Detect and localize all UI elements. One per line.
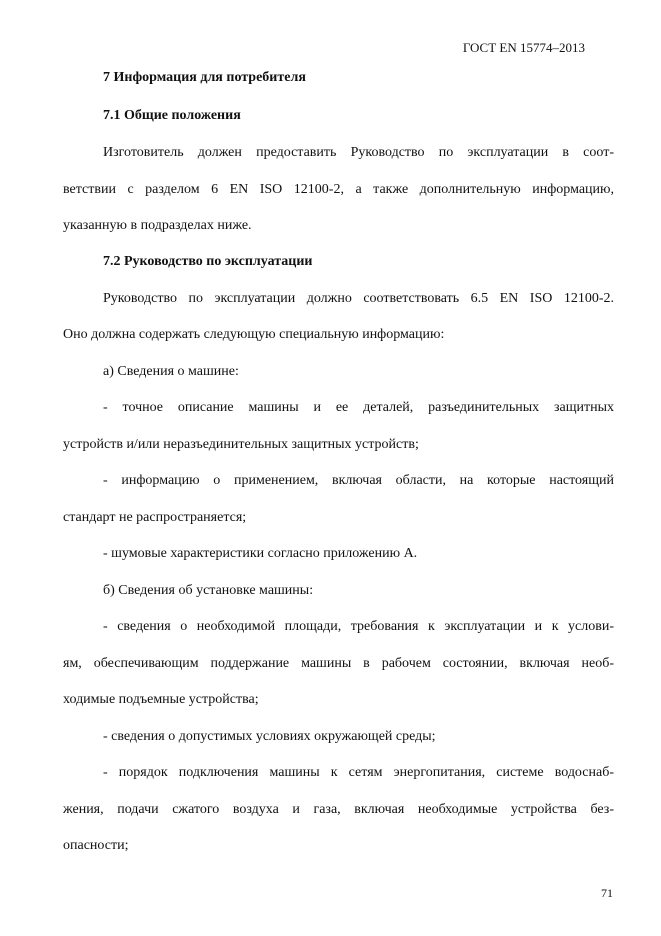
para-7-2-intro-line-1: Руководство по эксплуатации должно соответствовать 6.5 EN ISO 12100-2. [103,291,614,306]
item-a-label: а) Сведения о машине: [103,364,239,379]
page-number: 71 [601,886,613,900]
section-7-heading: 7 Информация для потребителя [103,70,306,85]
standard-header: ГОСТ EN 15774–2013 [462,40,585,55]
para-7-1-line-3: указанную в подразделах ниже. [63,218,252,233]
item-a-bullet-1-line-1: - точное описание машины и ее деталей, разъединительных защитных [103,400,614,415]
section-7-2-heading: 7.2 Руководство по эксплуатации [103,254,313,269]
para-7-2-intro-line-2: Оно должна содержать следующую специальную информацию: [63,327,445,342]
section-7-1-heading: 7.1 Общие положения [103,108,241,123]
item-b-bullet-3-line-3: опасности; [63,838,129,853]
item-a-bullet-2-line-1: - информацию о применением, включая области, на которые настоящий [103,473,614,488]
item-b-bullet-1-line-1: - сведения о необходимой площади, требования к эксплуатации и к услови- [103,619,614,634]
item-b-bullet-3-line-2: жения, подачи сжатого воздуха и газа, включая необходимые устройства без- [63,802,614,817]
para-7-1-line-2: ветствии с разделом 6 EN ISO 12100-2, а также дополнительную информацию, [63,182,614,197]
item-b-bullet-3-line-1: - порядок подключения машины к сетям энергопитания, системе водоснаб- [103,765,614,780]
para-7-1-line-1: Изготовитель должен предоставить Руководство по эксплуатации в соот- [103,145,614,160]
item-a-bullet-1-line-2: устройств и/или неразъединительных защитных устройств; [63,437,419,452]
item-b-bullet-1-line-2: ям, обеспечивающим поддержание машины в рабочем состоянии, включая необ- [63,656,614,671]
item-b-bullet-2: - сведения о допустимых условиях окружающей среды; [103,729,436,744]
item-b-bullet-1-line-3: ходимые подъемные устройства; [63,692,259,707]
item-b-label: б) Сведения об установке машины: [103,583,314,598]
item-a-bullet-3: - шумовые характеристики согласно приложению А. [103,546,418,561]
item-a-bullet-2-line-2: стандарт не распространяется; [63,510,247,525]
